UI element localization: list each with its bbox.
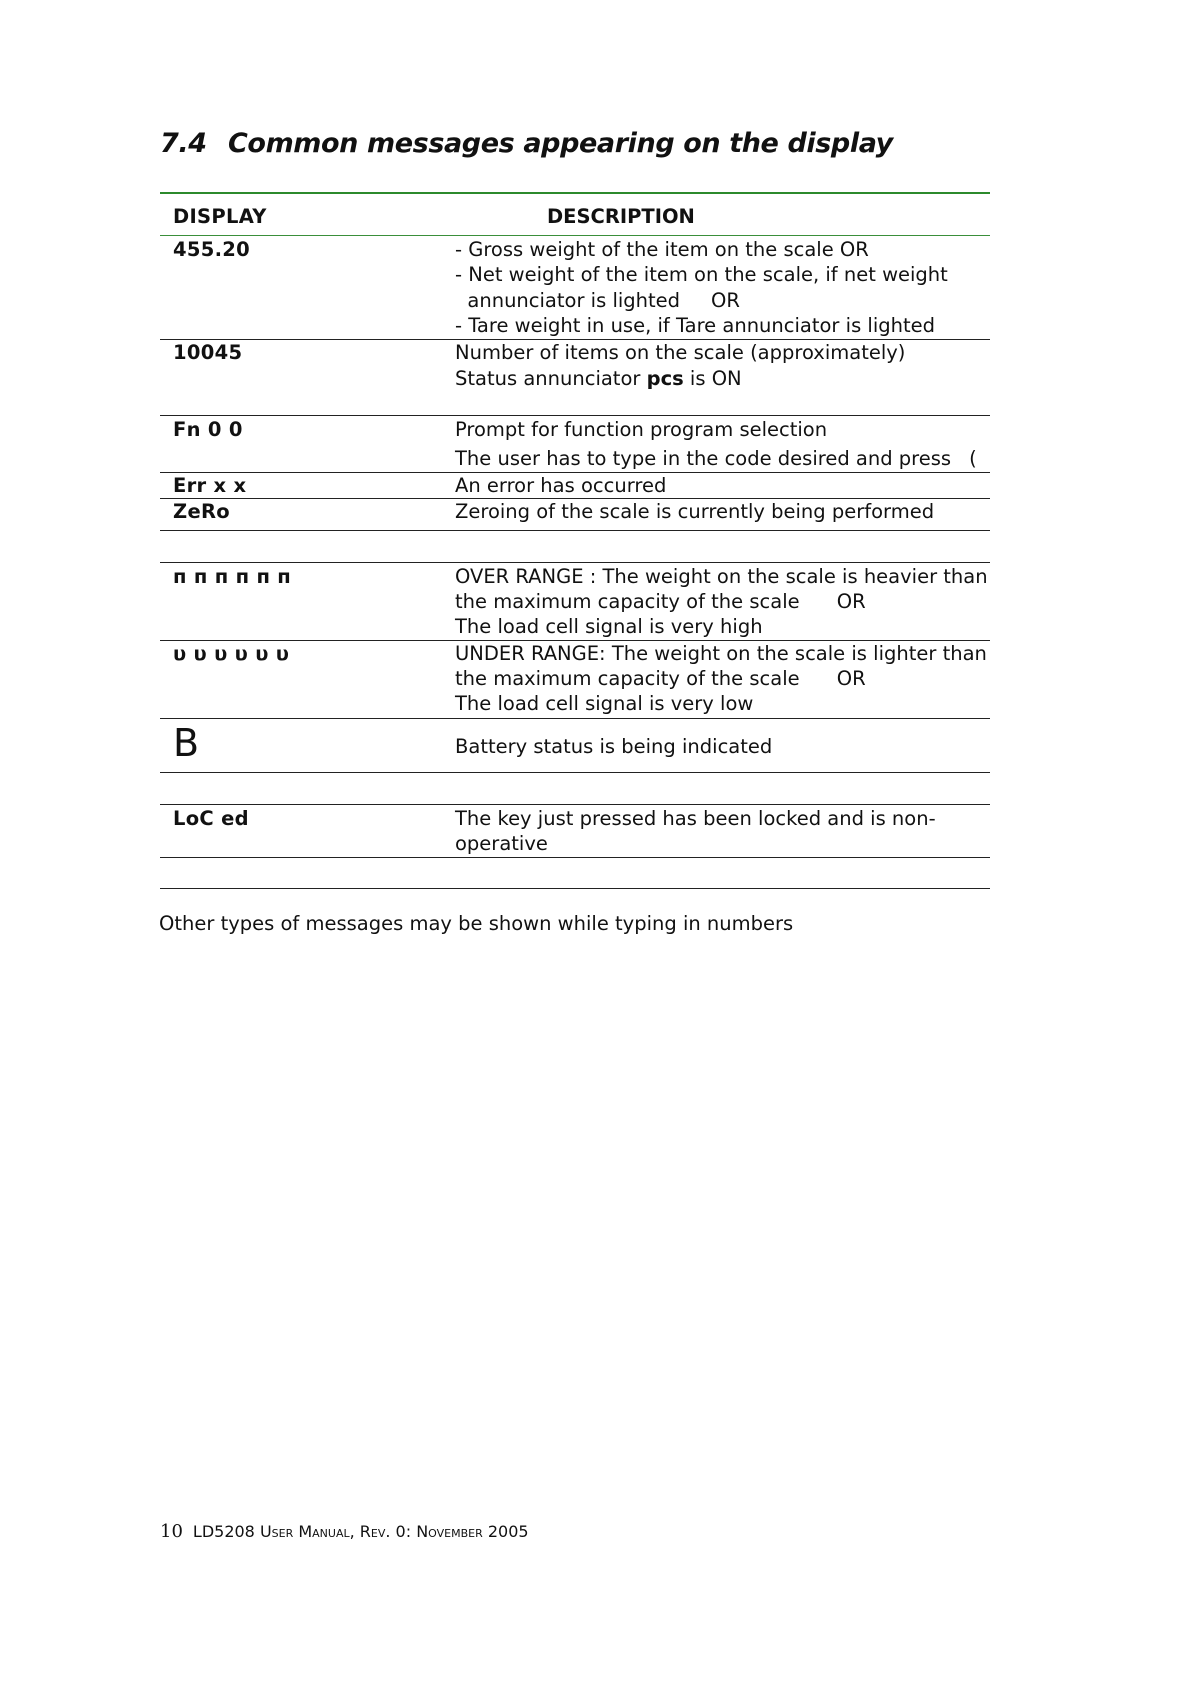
- header-description: DESCRIPTION: [547, 205, 695, 228]
- row-display-count: 10045: [173, 341, 243, 364]
- row-display-battery: B: [173, 721, 200, 765]
- section-title: Common messages appearing on the display: [228, 128, 893, 159]
- header-display: DISPLAY: [173, 205, 267, 228]
- row-display-fn: Fn 0 0: [173, 418, 243, 441]
- row-rule: [160, 804, 990, 805]
- row-display-locked: LoC ed: [173, 807, 249, 830]
- row-desc-line: operative: [455, 832, 548, 855]
- row-desc-line: the maximum capacity of the scale OR: [455, 667, 866, 690]
- row-rule: [160, 772, 990, 773]
- footnote-text: Other types of messages may be shown while typing in numbers: [159, 912, 794, 935]
- row-rule: [160, 530, 990, 531]
- footer-manual: Manual: [298, 1522, 350, 1541]
- row-rule: [160, 415, 990, 416]
- status-pcs: pcs: [646, 367, 684, 390]
- row-desc-line: The load cell signal is very high: [455, 615, 763, 638]
- footer-month: November: [416, 1522, 483, 1541]
- row-desc-line: the maximum capacity of the scale OR: [455, 590, 866, 613]
- table-top-rule: [160, 192, 990, 194]
- row-desc-line: UNDER RANGE: The weight on the scale is lighter than: [455, 642, 987, 665]
- row-desc-line: - Net weight of the item on the scale, if net weight: [455, 263, 948, 286]
- row-desc-line: - Tare weight in use, if Tare annunciator is lighted: [455, 314, 936, 337]
- row-desc-line: annunciator is lighted OR: [455, 289, 740, 312]
- enter-key-symbol: (: [969, 447, 977, 470]
- row-desc-line: Zeroing of the scale is currently being performed: [455, 500, 935, 523]
- row-desc-line: Prompt for function program selection: [455, 418, 828, 441]
- row-desc-line: Battery status is being indicated: [455, 735, 773, 758]
- row-desc-line: OVER RANGE : The weight on the scale is heavier than: [455, 565, 988, 588]
- row-desc-status: [455, 366, 742, 392]
- row-display-gross: 455.20: [173, 238, 251, 261]
- section-number: 7.4: [160, 128, 207, 159]
- page-number: 10: [160, 1521, 183, 1542]
- status-suffix: is ON: [683, 367, 742, 390]
- row-desc-line: The load cell signal is very low: [455, 692, 754, 715]
- row-display-err: Err x x: [173, 474, 247, 497]
- header-rule: [160, 235, 990, 236]
- status-prefix: Status annunciator: [455, 367, 647, 390]
- row-display-over-range: п п п п п п: [173, 565, 292, 588]
- footer-revnum: . 0:: [385, 1522, 417, 1541]
- footer-model: LD5208: [192, 1522, 260, 1541]
- footer-year: 2005: [482, 1522, 529, 1541]
- row-desc-line: An error has occurred: [455, 474, 667, 497]
- row-desc-line: Number of items on the scale (approximately): [455, 341, 906, 364]
- row-display-under-range: υ υ υ υ υ υ: [173, 642, 290, 665]
- footer-rev: , Rev: [349, 1522, 386, 1541]
- row-display-zero: ZeRo: [173, 500, 230, 523]
- table-bottom-rule: [160, 888, 990, 889]
- row-rule: [160, 857, 990, 858]
- row-desc-line: The key just pressed has been locked and is non-: [455, 807, 936, 830]
- row-desc-line-with-key: [455, 446, 977, 472]
- row-desc-line: - Gross weight of the item on the scale OR: [455, 238, 869, 261]
- row-rule: [160, 562, 990, 563]
- section-heading: [160, 128, 893, 159]
- row-desc-text: The user has to type in the code desired and press: [455, 447, 952, 470]
- footer-user: User: [259, 1522, 294, 1541]
- page-footer: [160, 1521, 529, 1542]
- row-rule: [160, 718, 990, 719]
